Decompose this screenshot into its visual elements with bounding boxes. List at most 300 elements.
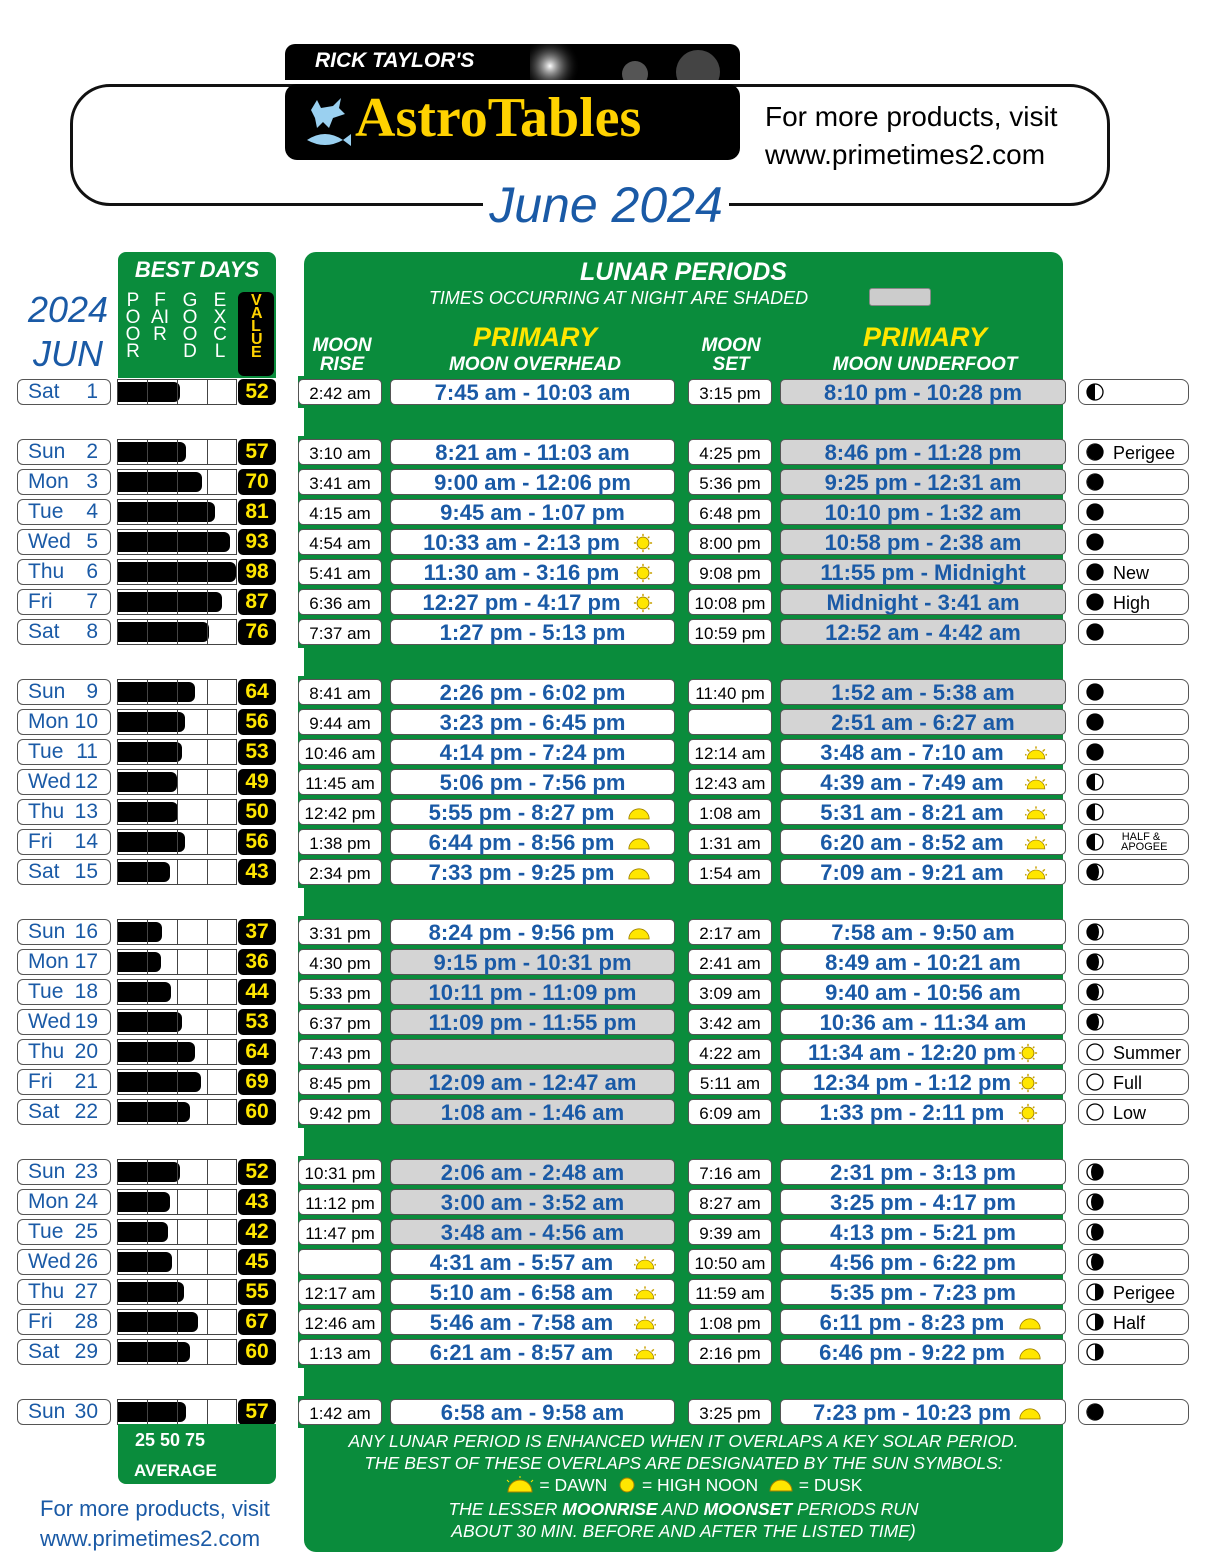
rating-grid xyxy=(207,710,208,734)
moonrise-time: 9:42 pm xyxy=(298,1099,382,1125)
moon-phase-cell xyxy=(1078,1039,1189,1065)
rating-grid xyxy=(177,530,178,554)
moon-phase-cell xyxy=(1078,799,1189,825)
moon-underfoot-period xyxy=(780,439,1066,465)
moonset-time: 11:59 am xyxy=(688,1279,772,1305)
moonset-time: 8:27 am xyxy=(688,1189,772,1215)
overhead-text: 12:27 pm - 4:17 pm xyxy=(422,590,621,615)
day-name: Sat xyxy=(28,860,60,883)
overhead-text: 5:46 am - 7:58 am xyxy=(429,1310,614,1335)
rating-bar xyxy=(117,559,237,585)
rating-bar-fill xyxy=(118,502,215,522)
moonrise-time: 12:17 am xyxy=(298,1279,382,1305)
rating-grid xyxy=(147,770,148,794)
moon-underfoot-period xyxy=(780,949,1066,975)
overhead-text: 7:33 pm - 9:25 pm xyxy=(428,860,615,885)
rating-bar xyxy=(117,1219,237,1245)
dawn-sun-icon xyxy=(634,1253,656,1273)
moon-phase-icon xyxy=(1086,563,1104,581)
astrotables-logo xyxy=(285,44,740,160)
note-4b: PERIODS RUN xyxy=(792,1499,919,1519)
day-value: 44 xyxy=(238,979,276,1005)
overhead-text: 8:24 pm - 9:56 pm xyxy=(428,920,615,945)
table-row xyxy=(0,1339,1212,1365)
rating-grid xyxy=(177,620,178,644)
moon-overhead-period xyxy=(390,1399,675,1425)
rating-grid xyxy=(147,620,148,644)
dusk-sun-icon xyxy=(628,863,650,883)
day-label xyxy=(17,1339,111,1365)
underfoot-text: 10:36 am - 11:34 am xyxy=(819,1010,1027,1035)
deer-fish-icon xyxy=(303,92,353,152)
day-name: Thu xyxy=(28,560,65,583)
rating-grid xyxy=(177,770,178,794)
rating-grid xyxy=(207,440,208,464)
moon-underfoot-period xyxy=(780,1309,1066,1335)
footer-note-line-5: ABOUT 30 MIN. BEFORE AND AFTER THE LISTED TIME) xyxy=(451,1521,916,1541)
moon-overhead-period xyxy=(390,559,675,585)
dusk-sun-icon xyxy=(628,923,650,943)
table-row xyxy=(0,1279,1212,1305)
moon-phase-cell xyxy=(1078,499,1189,525)
rating-grid xyxy=(207,500,208,524)
rating-bar xyxy=(117,499,237,525)
legend-noon: = HIGH NOON xyxy=(641,1475,759,1495)
rating-grid xyxy=(147,590,148,614)
phase-note: High xyxy=(1113,593,1151,613)
moon-overhead-period xyxy=(390,919,675,945)
moon-underfoot-period xyxy=(780,979,1066,1005)
overhead-text: 3:23 pm - 6:45 pm xyxy=(439,710,626,735)
day-value: 56 xyxy=(238,709,276,735)
moon-phase-cell xyxy=(1078,529,1189,555)
rating-grid xyxy=(177,1340,178,1364)
moon-underfoot-period xyxy=(780,919,1066,945)
phase-note: Full xyxy=(1113,1073,1143,1093)
moon-underfoot-period xyxy=(780,469,1066,495)
table-row xyxy=(0,439,1212,465)
moon-phase-icon xyxy=(1086,1403,1104,1421)
day-date: 25 xyxy=(74,1220,98,1243)
moon-phase-cell xyxy=(1078,1009,1189,1035)
rating-grid xyxy=(177,1040,178,1064)
moonrise-time: 8:45 pm xyxy=(298,1069,382,1095)
table-row xyxy=(0,919,1212,945)
moonset-time: 4:25 pm xyxy=(688,439,772,465)
day-label xyxy=(17,559,111,585)
rating-bar xyxy=(117,1399,237,1425)
rating-grid xyxy=(207,1400,208,1424)
day-name: Sat xyxy=(28,1100,60,1123)
rating-grid xyxy=(147,1280,148,1304)
day-name: Tue xyxy=(28,740,64,763)
rating-grid xyxy=(207,1070,208,1094)
moon-overhead-period xyxy=(390,439,675,465)
moon-overhead-period xyxy=(390,769,675,795)
dawn-sun-icon xyxy=(1025,743,1047,763)
rating-grid xyxy=(207,1250,208,1274)
day-value: 49 xyxy=(238,769,276,795)
day-value: 42 xyxy=(238,1219,276,1245)
moon-overhead-period xyxy=(390,619,675,645)
rating-bar xyxy=(117,1009,237,1035)
day-value: 81 xyxy=(238,499,276,525)
rating-bar-fill xyxy=(118,862,170,882)
rating-grid xyxy=(207,380,208,404)
col-fair: FAIR xyxy=(151,290,169,345)
noon-sun-icon xyxy=(1017,1073,1039,1093)
rating-grid xyxy=(207,1280,208,1304)
table-row xyxy=(0,799,1212,825)
note-moonset: MOONSET xyxy=(703,1499,793,1519)
moon-phase-icon xyxy=(1086,533,1104,551)
moon-overhead-period xyxy=(390,1039,675,1065)
moon-underfoot-period xyxy=(780,619,1066,645)
dusk-sun-icon xyxy=(1019,1343,1041,1363)
moonrise-time: 6:36 am xyxy=(298,589,382,615)
day-date: 10 xyxy=(74,710,98,733)
note-4a: THE LESSER xyxy=(448,1499,563,1519)
rating-grid xyxy=(147,920,148,944)
rating-bar-fill xyxy=(118,382,180,402)
moonrise-time: 6:37 pm xyxy=(298,1009,382,1035)
rating-grid xyxy=(177,800,178,824)
rating-grid xyxy=(177,680,178,704)
day-name: Sun xyxy=(28,920,66,943)
moon-phase-cell xyxy=(1078,1099,1189,1125)
rating-grid xyxy=(207,1010,208,1034)
footer-note-line-4 xyxy=(304,1498,1063,1520)
moon-phase-icon xyxy=(1086,1253,1104,1271)
rating-grid xyxy=(147,1010,148,1034)
footer-visit-link[interactable]: www.primetimes2.com xyxy=(40,1526,261,1551)
rating-grid xyxy=(147,830,148,854)
rating-grid xyxy=(207,800,208,824)
moon-phase-icon xyxy=(1086,1283,1104,1301)
dusk-sun-icon xyxy=(628,803,650,823)
moonset-time: 3:42 am xyxy=(688,1009,772,1035)
overhead-text: 6:21 am - 8:57 am xyxy=(429,1340,614,1365)
moonrise-time: 2:34 pm xyxy=(298,859,382,885)
day-value: 70 xyxy=(238,469,276,495)
rating-bar-fill xyxy=(118,832,185,852)
day-name: Wed xyxy=(28,1010,71,1033)
dawn-sun-icon xyxy=(1025,863,1047,883)
day-value: 87 xyxy=(238,589,276,615)
phase-note: Low xyxy=(1113,1103,1147,1123)
col-excl: EXCL xyxy=(213,290,227,362)
phase-note: Perigee xyxy=(1113,443,1176,463)
rating-grid xyxy=(177,1400,178,1424)
note-and: AND xyxy=(657,1499,704,1519)
table-row xyxy=(0,1039,1212,1065)
rating-bar-fill xyxy=(118,1102,190,1122)
rating-grid xyxy=(147,1040,148,1064)
underfoot-text: 2:31 pm - 3:13 pm xyxy=(830,1160,1016,1185)
moon-overhead-period xyxy=(390,1249,675,1275)
moon-phase-cell xyxy=(1078,709,1189,735)
moonset-time: 10:08 pm xyxy=(688,589,772,615)
rating-grid xyxy=(177,1100,178,1124)
rating-grid xyxy=(147,1400,148,1424)
moon-phase-cell xyxy=(1078,1159,1189,1185)
moon-underfoot-period xyxy=(780,1279,1066,1305)
moonrise-time: 11:12 pm xyxy=(298,1189,382,1215)
moon-phase-icon xyxy=(1086,1043,1104,1061)
underfoot-text: 12:34 pm - 1:12 pm xyxy=(812,1070,1012,1095)
day-label xyxy=(17,859,111,885)
rating-grid xyxy=(207,590,208,614)
moon-underfoot-period xyxy=(780,1039,1066,1065)
rating-bar xyxy=(117,919,237,945)
rating-bar xyxy=(117,1159,237,1185)
footer-note xyxy=(304,1430,1063,1542)
moonrise-time xyxy=(298,1249,382,1275)
moon-overhead-period xyxy=(390,1219,675,1245)
rating-grid xyxy=(177,740,178,764)
moon-phase-cell xyxy=(1078,979,1189,1005)
moon-underfoot-period xyxy=(780,1339,1066,1365)
rating-grid xyxy=(147,1160,148,1184)
moon-overhead-period xyxy=(390,469,675,495)
day-label xyxy=(17,979,111,1005)
moon-phase-icon xyxy=(1086,1313,1104,1331)
overhead-text: 10:11 pm - 11:09 pm xyxy=(428,980,637,1005)
moon-underfoot-period xyxy=(780,799,1066,825)
moonset-time: 6:48 pm xyxy=(688,499,772,525)
col-value xyxy=(238,292,274,376)
rating-grid xyxy=(207,830,208,854)
overhead-text: 4:31 am - 5:57 am xyxy=(429,1250,614,1275)
day-label xyxy=(17,1279,111,1305)
overhead-text: 10:33 am - 2:13 pm xyxy=(423,530,620,555)
day-value: 52 xyxy=(238,379,276,405)
rating-bar-fill xyxy=(118,982,171,1002)
rating-bar xyxy=(117,769,237,795)
day-value: 57 xyxy=(238,1399,276,1425)
day-value: 60 xyxy=(238,1339,276,1365)
table-row xyxy=(0,499,1212,525)
moon-underfoot-period xyxy=(780,1069,1066,1095)
rating-grid xyxy=(207,680,208,704)
rating-bar-fill xyxy=(118,1072,201,1092)
underfoot-text: 4:13 pm - 5:21 pm xyxy=(830,1220,1016,1245)
rating-grid xyxy=(147,1100,148,1124)
rating-bar xyxy=(117,439,237,465)
overhead-text: 3:00 am - 3:52 am xyxy=(440,1190,625,1215)
day-value: 57 xyxy=(238,439,276,465)
rating-grid xyxy=(147,560,148,584)
day-value: 98 xyxy=(238,559,276,585)
moon-phase-icon xyxy=(1086,503,1104,521)
day-value: 50 xyxy=(238,799,276,825)
overhead-text: 2:06 am - 2:48 am xyxy=(440,1160,625,1185)
rating-bar xyxy=(117,979,237,1005)
rating-grid xyxy=(147,860,148,884)
moon-underfoot-period xyxy=(780,829,1066,855)
rating-bar xyxy=(117,859,237,885)
moon-phase-cell xyxy=(1078,919,1189,945)
underfoot-text: 2:51 am - 6:27 am xyxy=(831,710,1015,735)
moon-phase-cell xyxy=(1078,859,1189,885)
moonset-time: 2:41 am xyxy=(688,949,772,975)
moon-phase-cell xyxy=(1078,1219,1189,1245)
day-label xyxy=(17,739,111,765)
rating-grid xyxy=(147,740,148,764)
moonrise-h2: RISE xyxy=(319,354,365,375)
moon-phase-cell xyxy=(1078,559,1189,585)
visit-link[interactable]: www.primetimes2.com xyxy=(765,139,1046,170)
underfoot-text: 6:20 am - 8:52 am xyxy=(820,830,1004,855)
day-date: 26 xyxy=(74,1250,98,1273)
moon-underfoot-period xyxy=(780,679,1066,705)
logo-brand-top: RICK TAYLOR'S xyxy=(315,49,475,72)
day-label xyxy=(17,679,111,705)
day-name: Fri xyxy=(28,1070,53,1093)
table-row xyxy=(0,829,1212,855)
moonset-time: 12:14 am xyxy=(688,739,772,765)
day-label xyxy=(17,1399,111,1425)
moon-underfoot-period xyxy=(780,1249,1066,1275)
moon-phase-cell xyxy=(1078,469,1189,495)
rating-bar-fill xyxy=(118,922,162,942)
day-value: 64 xyxy=(238,679,276,705)
table-row xyxy=(0,1249,1212,1275)
footer-note-line-1: ANY LUNAR PERIOD IS ENHANCED WHEN IT OVERLAPS A KEY SOLAR PERIOD. xyxy=(348,1431,1019,1451)
noon-sun-icon xyxy=(632,593,654,613)
table-row xyxy=(0,559,1212,585)
day-name: Sat xyxy=(28,380,60,403)
rating-bar-fill xyxy=(118,1282,184,1302)
rating-grid xyxy=(147,710,148,734)
day-date: 24 xyxy=(74,1190,98,1213)
rating-grid xyxy=(177,830,178,854)
rating-grid xyxy=(177,560,178,584)
day-date: 30 xyxy=(74,1400,98,1423)
table-row xyxy=(0,739,1212,765)
underfoot-text: 10:58 pm - 2:38 am xyxy=(824,530,1022,555)
moonset-time: 10:50 am xyxy=(688,1249,772,1275)
moon-underfoot-period xyxy=(780,709,1066,735)
overhead-text: 9:15 pm - 10:31 pm xyxy=(433,950,632,975)
rating-bar xyxy=(117,1309,237,1335)
moonrise-time: 5:33 pm xyxy=(298,979,382,1005)
overhead-text: 1:08 am - 1:46 am xyxy=(440,1100,625,1125)
day-label xyxy=(17,529,111,555)
moon-overhead-period xyxy=(390,1009,675,1035)
rating-grid xyxy=(207,1220,208,1244)
moonrise-time: 5:41 am xyxy=(298,559,382,585)
rating-grid xyxy=(147,950,148,974)
rating-grid xyxy=(147,1190,148,1214)
rating-grid xyxy=(207,1160,208,1184)
moonset-time: 5:36 pm xyxy=(688,469,772,495)
table-row xyxy=(0,1159,1212,1185)
moon-phase-icon xyxy=(1086,683,1104,701)
day-label xyxy=(17,1189,111,1215)
moon-overhead-period xyxy=(390,679,675,705)
day-label xyxy=(17,469,111,495)
moon-phase-icon xyxy=(1086,443,1104,461)
day-date: 4 xyxy=(86,500,98,523)
day-label xyxy=(17,379,111,405)
day-label xyxy=(17,769,111,795)
underfoot-header: MOON UNDERFOOT xyxy=(832,354,1018,375)
rating-bar xyxy=(117,589,237,615)
underfoot-text: 6:46 pm - 9:22 pm xyxy=(819,1340,1005,1365)
noon-sun-icon xyxy=(617,1475,637,1495)
day-name: Sat xyxy=(28,620,60,643)
day-value: 55 xyxy=(238,1279,276,1305)
rating-grid xyxy=(177,500,178,524)
dusk-sun-icon xyxy=(768,1477,794,1493)
moon-overhead-period xyxy=(390,1069,675,1095)
legend-dusk: = DUSK xyxy=(798,1475,863,1495)
rating-grid xyxy=(177,1280,178,1304)
rating-bar xyxy=(117,739,237,765)
best-days-header xyxy=(118,252,276,378)
moonrise-time: 2:42 am xyxy=(298,379,382,405)
moonrise-time: 7:37 am xyxy=(298,619,382,645)
moonset-h2: SET xyxy=(712,354,750,375)
moon-overhead-period xyxy=(390,1189,675,1215)
day-value: 36 xyxy=(238,949,276,975)
table-row xyxy=(0,1399,1212,1425)
rating-grid xyxy=(147,980,148,1004)
moon-phase-cell xyxy=(1078,769,1189,795)
moonrise-h1: MOON xyxy=(312,335,372,356)
table-row xyxy=(0,1219,1212,1245)
logo-top-band xyxy=(285,44,740,80)
rating-grid xyxy=(177,590,178,614)
day-value: 37 xyxy=(238,919,276,945)
rating-bar xyxy=(117,1039,237,1065)
table-row xyxy=(0,379,1212,405)
day-date: 11 xyxy=(76,740,98,763)
moonrise-time: 4:30 pm xyxy=(298,949,382,975)
underfoot-text: Midnight - 3:41 am xyxy=(826,590,1020,615)
moonset-time: 6:09 am xyxy=(688,1099,772,1125)
moon-phase-cell xyxy=(1078,1399,1189,1425)
day-date: 1 xyxy=(86,380,98,403)
moonset-time: 1:31 am xyxy=(688,829,772,855)
table-row xyxy=(0,679,1212,705)
dawn-sun-icon xyxy=(634,1343,656,1363)
noon-sun-icon xyxy=(1017,1103,1039,1123)
day-date: 14 xyxy=(74,830,98,853)
dawn-sun-icon xyxy=(1025,803,1047,823)
moonrise-time: 9:44 am xyxy=(298,709,382,735)
moonset-time: 7:16 am xyxy=(688,1159,772,1185)
rating-grid xyxy=(207,1190,208,1214)
day-value: 56 xyxy=(238,829,276,855)
day-value: 43 xyxy=(238,1189,276,1215)
rating-grid xyxy=(177,710,178,734)
moonset-time: 1:08 am xyxy=(688,799,772,825)
day-date: 15 xyxy=(74,860,98,883)
moon-underfoot-period xyxy=(780,589,1066,615)
lunar-title: LUNAR PERIODS xyxy=(580,258,787,286)
day-name: Sat xyxy=(28,1340,60,1363)
shade-legend-swatch xyxy=(869,288,931,306)
rating-bar-fill xyxy=(118,1342,190,1362)
moon-underfoot-period xyxy=(780,859,1066,885)
moonset-time: 9:39 am xyxy=(688,1219,772,1245)
moon-underfoot-period xyxy=(780,499,1066,525)
underfoot-text: 3:48 am - 7:10 am xyxy=(820,740,1004,765)
rating-grid xyxy=(177,950,178,974)
day-name: Sun xyxy=(28,1400,66,1423)
